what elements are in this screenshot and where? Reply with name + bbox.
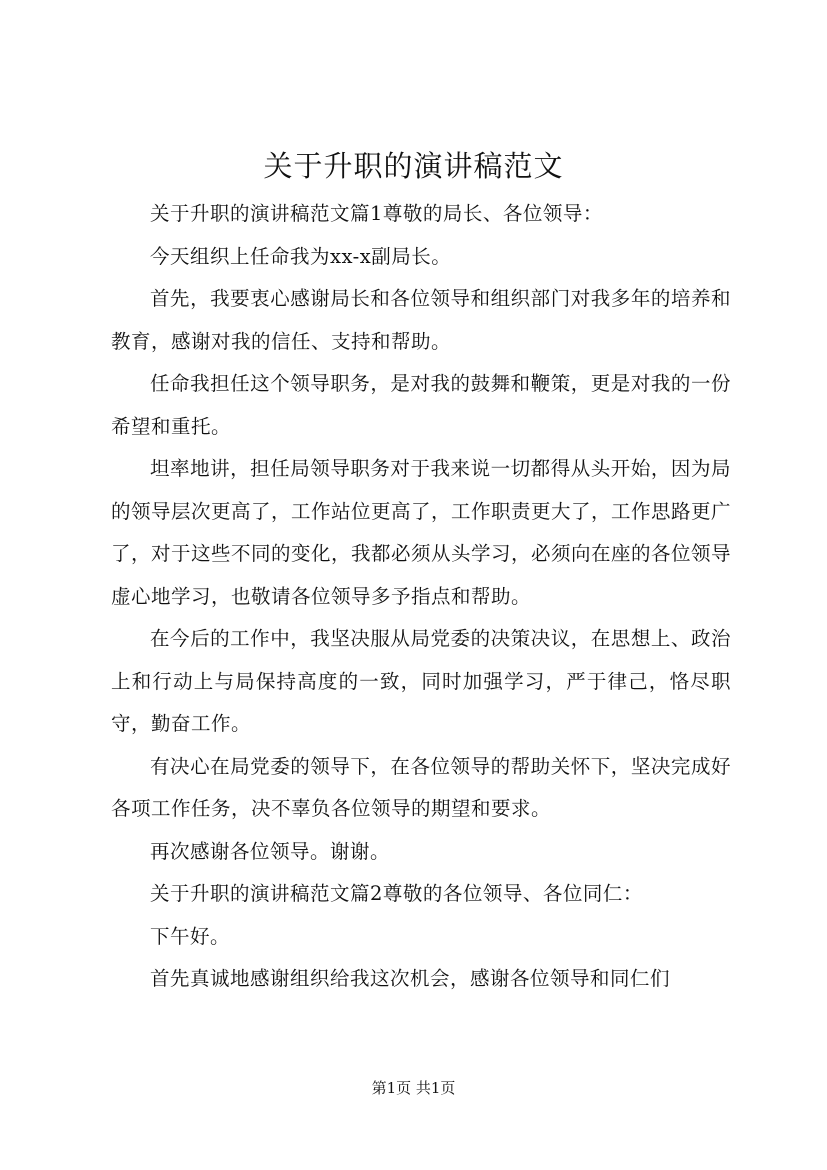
paragraph: 今天组织上任命我为xx-x副局长。 [150,244,452,268]
document-body [111,193,731,1001]
paragraph: 坦率地讲，担任局领导职务对于我来说一切都得从头开始，因为局的领导层次更高了，工作站位更高了，工作职责更大了，工作思路更广了，对于这些不同的变化，我都必须从头学习，必须向在座的各位领导虚心地学习，也敬请各位领导多予指点和帮助。 [111,457,732,608]
paragraph: 有决心在局党委的领导下，在各位领导的帮助关怀下，坚决完成好各项工作任务，决不辜负各位领导的期望和要求。 [111,754,731,820]
paragraph: 首先，我要衷心感谢局长和各位领导和组织部门对我多年的培养和教育，感谢对我的信任、支持和帮助。 [111,287,731,353]
page-number-footer: 第1页 共1页 [371,1079,456,1097]
document-title: 关于升职的演讲稿范文 [263,149,564,183]
paragraph: 任命我担任这个领导职务，是对我的鼓舞和鞭策，更是对我的一份希望和重托。 [111,372,731,438]
paragraph: 下午好。 [150,924,231,948]
paragraph: 关于升职的演讲稿范文篇2尊敬的各位领导、各位同仁： [150,882,643,905]
paragraph: 在今后的工作中，我坚决服从局党委的决策决议，在思想上、政治上和行动上与局保持高度的一致，同时加强学习，严于律己，恪尽职守，勤奋工作。 [111,627,731,735]
paragraph: 再次感谢各位领导。谢谢。 [150,839,391,863]
paragraph: 首先真诚地感谢组织给我这次机会，感谢各位领导和同仁们 [150,967,671,990]
paragraph: 关于升职的演讲稿范文篇1尊敬的局长、各位领导： [150,202,603,225]
